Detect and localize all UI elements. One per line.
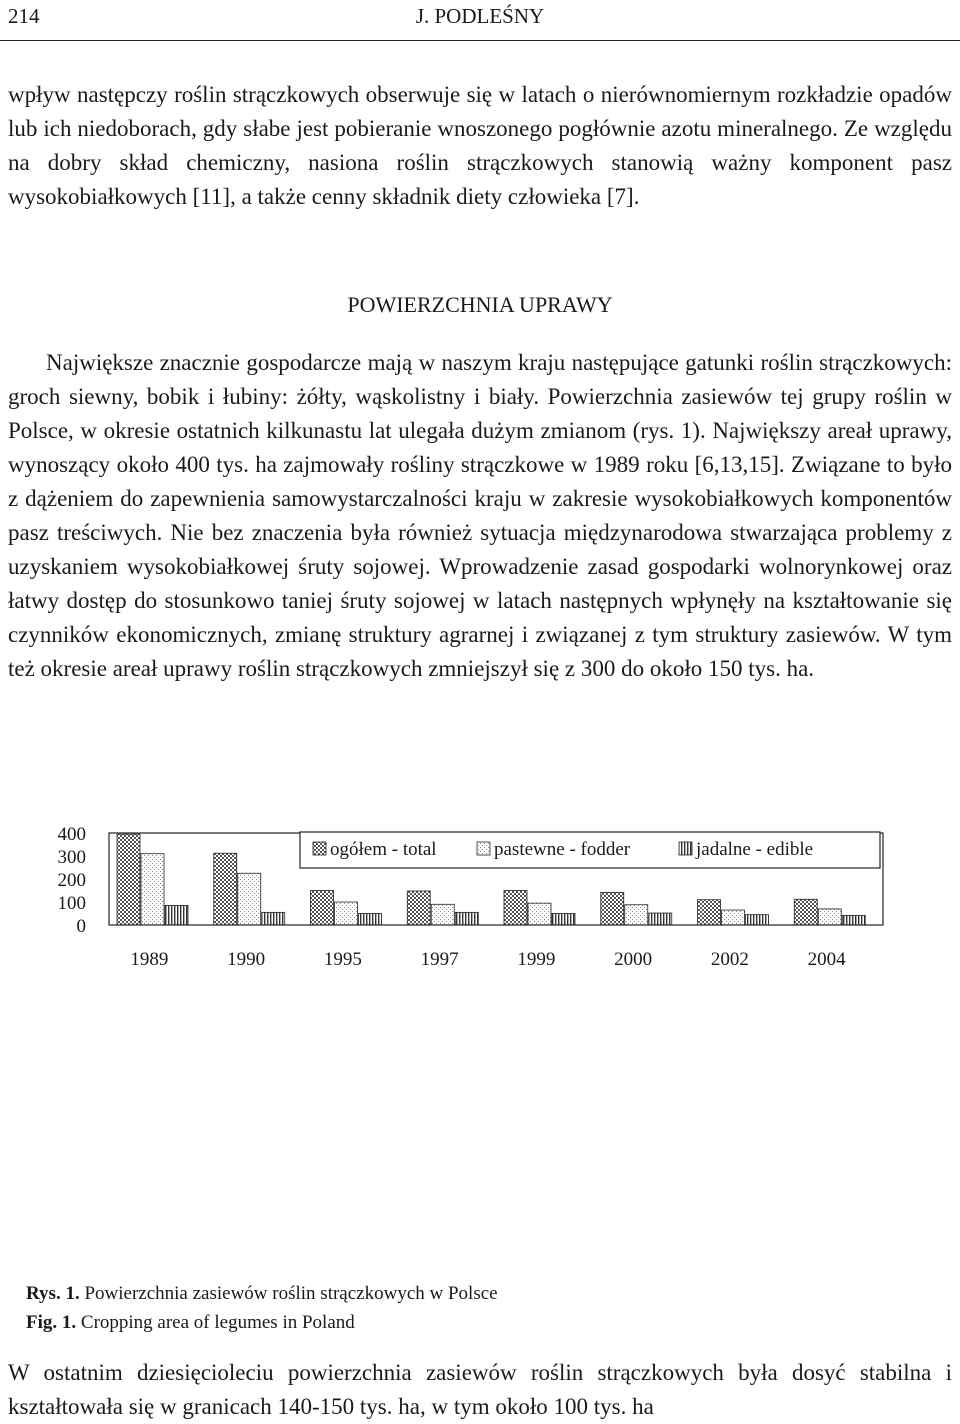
chart-legend: [300, 832, 880, 868]
y-axis-ticks: [58, 824, 87, 937]
legend-swatch: [679, 842, 692, 855]
caption-en-label: Fig. 1.: [26, 1312, 77, 1333]
y-tick-label: 0: [76, 916, 86, 937]
bar-ogółem-2002: [698, 900, 721, 925]
bar-ogółem-2004: [794, 899, 817, 925]
page-number: 214: [8, 4, 40, 28]
y-tick-label: 400: [57, 824, 86, 845]
legend-label: pastewne - fodder: [494, 839, 631, 860]
bar-jadalne-2002: [746, 915, 769, 925]
bar-ogółem-1999: [504, 891, 527, 926]
x-tick-label: 1990: [227, 949, 266, 970]
bar-ogółem-1995: [311, 891, 334, 926]
y-tick-label: 300: [57, 847, 86, 868]
legend-label: ogółem - total: [330, 839, 437, 860]
bar-jadalne-1989: [165, 905, 188, 925]
x-tick-label: 2004: [807, 949, 846, 970]
bar-pastewne-2000: [625, 905, 648, 925]
x-tick-label: 1995: [323, 949, 362, 970]
bar-pastewne-1997: [431, 904, 454, 925]
bar-pastewne-1999: [528, 903, 551, 925]
body-paragraph-2: Największe znacznie gospodarcze mają w naszym kraju następujące gatunki roślin strączkowych: groch siewny, bobik i łubiny: żółty, wąskolistny i biały. Powierzchnia zasiewów tej grupy roślin w Polsce, w okresie ostatnich kilkunastu lat ulegała dużym zmianom (rys. 1). Największy areał uprawy, wynoszący około 400 tys. ha zajmowały rośliny strączkowe w 1989 roku [6,13,15]. Związane to było z dążeniem do zapewnienia samowystarczalności kraju w zakresie wysokobiałkowych komponentów pasz treściwych. Nie bez znaczenia była również sytuacja międzynarodowa stwarzająca problemy z uzyskaniem wysokobiałkowej śruty sojowej. Wprowadzenie zasad gospodarki wolnorynkowej oraz łatwy dostęp do stosunkowo taniej śruty sojowej w latach następnych wpłynęły na kształtowanie się czynników ekonomicznych, zmianę struktury agrarnej i związanej z tym struktury zasiewów. W tym też okresie areał uprawy roślin strączkowych zmniejszył się z 300 do około 150 tys. ha.: [8, 350, 952, 681]
bar-ogółem-2000: [601, 892, 624, 925]
bar-jadalne-2004: [842, 915, 865, 925]
bar-jadalne-1995: [359, 914, 382, 926]
bar-ogółem-1990: [214, 853, 237, 925]
bar-pastewne-2002: [722, 910, 745, 925]
running-head: J. PODLEŚNY: [415, 4, 545, 28]
legume-area-chart: [0, 815, 960, 980]
figure-caption-pl: [26, 1282, 926, 1306]
x-tick-label: 1989: [130, 949, 169, 970]
bar-pastewne-2004: [818, 909, 841, 925]
bar-ogółem-1989: [117, 834, 140, 925]
caption-pl-text: Powierzchnia zasiewów roślin strączkowych w Polsce: [79, 1283, 498, 1304]
caption-pl-label: Rys. 1.: [26, 1283, 80, 1304]
y-tick-label: 100: [57, 893, 86, 914]
section-title: POWIERZCHNIA UPRAWY: [347, 292, 613, 317]
bar-pastewne-1989: [141, 854, 164, 925]
figure-caption-en: [26, 1311, 926, 1335]
bar-jadalne-1990: [262, 912, 285, 925]
x-tick-label: 2000: [614, 949, 653, 970]
bar-pastewne-1995: [335, 902, 358, 925]
x-tick-label: 1999: [517, 949, 556, 970]
x-tick-label: 2002: [710, 949, 749, 970]
bar-pastewne-1990: [238, 873, 261, 925]
body-paragraph-1: wpływ następczy roślin strączkowych obserwuje się w latach o nierównomiernym rozkładzie opadów lub ich niedoborach, gdy słabe jest pobieranie wnoszonego pogłównie azotu mineralnego. Ze względu na dobry skład chemiczny, nasiona roślin strączkowych stanowią ważny komponent pasz wysokobiałkowych [11], a także cenny składnik diety człowieka [7].: [8, 82, 952, 209]
legend-swatch: [477, 842, 490, 855]
caption-en-text: Cropping area of legumes in Poland: [76, 1312, 355, 1333]
legend-label: jadalne - edible: [696, 839, 814, 860]
y-tick-label: 200: [57, 870, 86, 891]
bar-jadalne-2000: [649, 913, 672, 925]
bar-jadalne-1997: [455, 912, 478, 925]
body-paragraph-3: W ostatnim dziesięcioleciu powierzchnia zasiewów roślin strączkowych była dosyć stabilna i kształtowała się w granicach 140-150 tys. ha, w tym około 100 tys. ha: [8, 1360, 952, 1419]
bar-ogółem-1997: [407, 891, 430, 925]
x-tick-label: 1997: [420, 949, 459, 970]
legend-swatch: [313, 842, 326, 855]
bar-jadalne-1999: [552, 914, 575, 926]
x-axis-labels: [130, 949, 846, 970]
page-header: [0, 0, 960, 41]
